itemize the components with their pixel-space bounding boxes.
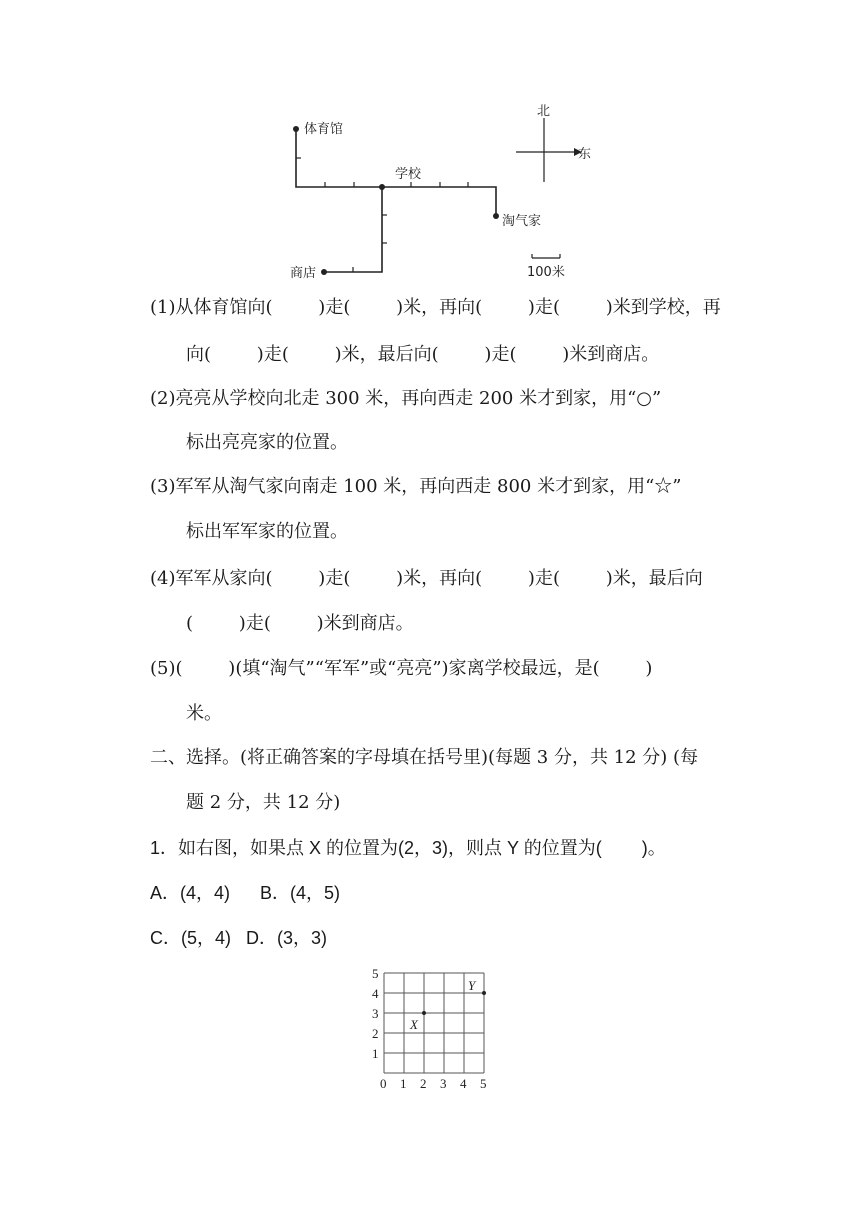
x-tick-label: 4: [460, 1076, 467, 1090]
school-label: 学校: [395, 167, 422, 182]
x-tick-label: 3: [440, 1076, 447, 1090]
y-tick-label: 3: [372, 1006, 379, 1021]
compass-east-label: 东: [578, 147, 592, 162]
route-line-east: [382, 187, 496, 216]
compass-north-label: 北: [537, 104, 551, 119]
compass-icon: [516, 118, 582, 182]
store-point: [321, 269, 327, 275]
point-x: [422, 1011, 426, 1015]
grid-points: [409, 978, 486, 1032]
question-3-line-1: (3)军军从淘气家向南走 100 米，再向西走 800 米才到家，用“☆”: [150, 476, 682, 497]
point-x-label: X: [410, 1017, 418, 1032]
store-label: 商店: [290, 266, 317, 281]
point-y-label: Y: [468, 978, 476, 993]
question-2-line-2: 标出亮亮家的位置。: [186, 432, 348, 453]
y-tick-label: 2: [372, 1026, 379, 1041]
question-5-line-1: (5)( )(填“淘气”“军军”或“亮亮”)家离学校最远，是( ): [150, 658, 653, 679]
taoqi-home-point: [493, 213, 499, 219]
direction-map: [280, 100, 600, 285]
question-1-line-2: 向( )走( )米，最后向( )走( )米到商店。: [186, 344, 660, 365]
y-tick-label: 5: [372, 966, 379, 981]
question-1-line-1: (1)从体育馆向( )走( )米，再向( )走( )米到学校，再: [150, 297, 721, 318]
question-2-line-1: (2)亮亮从学校向北走 300 米，再向西走 200 米才到家，用“○”: [150, 388, 662, 409]
x-tick-label: 1: [400, 1076, 407, 1090]
x-tick-label: 2: [420, 1076, 427, 1090]
question-3-line-2: 标出军军家的位置。: [186, 521, 348, 542]
section-2-heading-line-2: 题 2 分，共 12 分): [186, 792, 341, 813]
school-point: [379, 184, 385, 190]
y-tick-label: 1: [372, 1046, 379, 1061]
coordinate-grid-svg: [365, 966, 495, 1090]
gym-label: 体育馆: [304, 122, 344, 137]
x-tick-label: 0: [380, 1076, 387, 1090]
gym-point: [293, 126, 299, 132]
choice-1-options-row-2: C．(5，4) D．(3，3): [150, 928, 328, 948]
section-2-heading-line-1: 二、选择。(将正确答案的字母填在括号里)(每题 3 分，共 12 分) (每: [150, 747, 699, 768]
taoqi-home-label: 淘气家: [502, 214, 542, 229]
question-5-line-2: 米。: [186, 703, 222, 724]
choice-1-options-row-1: A．(4，4) B．(4，5): [150, 883, 341, 903]
choice-1-stem: 1．如右图，如果点 X 的位置为(2，3)，则点 Y 的位置为( )。: [150, 838, 666, 858]
scale-bar: [532, 254, 560, 258]
coordinate-grid-figure: [365, 966, 495, 1090]
route-map-svg: [280, 100, 600, 285]
question-4-line-1: (4)军军从家向( )走( )米，再向( )走( )米，最后向: [150, 568, 703, 589]
question-4-line-2: ( )走( )米到商店。: [186, 613, 414, 634]
route-line: [296, 129, 382, 272]
x-tick-label: 5: [480, 1076, 487, 1090]
point-y: [482, 991, 486, 995]
scale-label: 100米: [527, 265, 565, 280]
y-tick-label: 4: [372, 986, 379, 1001]
